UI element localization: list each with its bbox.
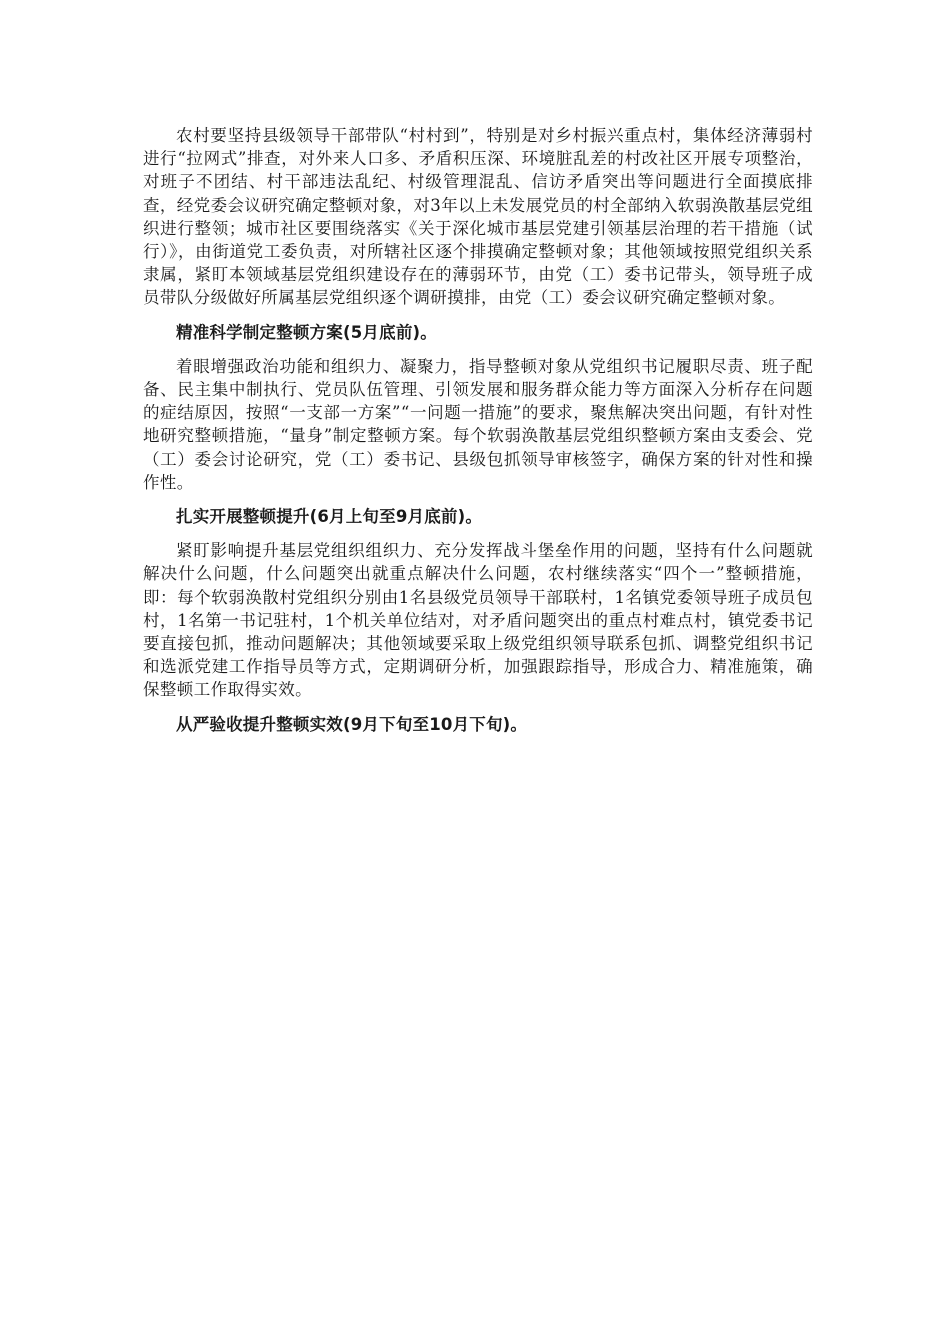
- heading-acceptance-check: 从严验收提升整顿实效(9月下旬至10月下旬)。: [176, 714, 528, 734]
- heading-rectification-plan: 精准科学制定整顿方案(5月底前)。: [176, 322, 437, 342]
- heading-rectification-improvement: 扎实开展整顿提升(6月上旬至9月底前)。: [176, 507, 483, 527]
- paragraph-rural-investigation: 农村要坚持县级领导干部带队“村村到”，特别是对乡村振兴重点村，集体经济薄弱村进行“拉网式”排查，对外来人口多、矛盾积压深、环境脏乱差的村改社区开展专项整治，对班子不团结、村干部违法乱纪、村级管理混乱、信访矛盾突出等问题进行全面摸底排查，经党委会议研究确定整顿对象，对3年以上未发展党员的村全部纳入软弱涣散基层党组织进行整领；城市社区要围绕落实《关于深化城市基层党建引领基层治理的若干措施（试行）》，由街道党工委负责，对所辖社区逐个排摸确定整顿对象；其他领域按照党组织关系隶属，紧盯本领域基层党组织建设存在的薄弱环节，由党（工）委书记带头，领导班子成员带队分级做好所属基层党组织逐个调研摸排，由党（工）委会议研究确定整顿对象。: [143, 126, 813, 308]
- paragraph-rectification-improvement: 紧盯影响提升基层党组织组织力、充分发挥战斗堡垒作用的问题，坚持有什么问题就解决什么问题，什么问题突出就重点解决什么问题，农村继续落实“四个一”整顿措施，即：每个软弱涣散村党组织分别由1名县级党员领导干部联村，1名镇党委领导班子成员包村，1名第一书记驻村，1个机关单位结对，对矛盾问题突出的重点村难点村，镇党委书记要直接包抓，推动问题解决；其他领域要采取上级党组织领导联系包抓、调整党组织书记和选派党建工作指导员等方式，定期调研分析，加强跟踪指导，形成合力、精准施策，确保整顿工作取得实效。: [143, 541, 813, 700]
- paragraph-rectification-plan: 着眼增强政治功能和组织力、凝聚力，指导整顿对象从党组织书记履职尽责、班子配备、民主集中制执行、党员队伍管理、引领发展和服务群众能力等方面深入分析存在问题的症结原因，按照“一支部一方案”“一问题一措施”的要求，聚焦解决突出问题，有针对性地研究整顿措施，“量身”制定整顿方案。每个软弱涣散基层党组织整顿方案由支委会、党（工）委会讨论研究，党（工）委书记、县级包抓领导审核签字，确保方案的针对性和操作性。: [143, 356, 813, 492]
- document-body: [143, 124, 813, 747]
